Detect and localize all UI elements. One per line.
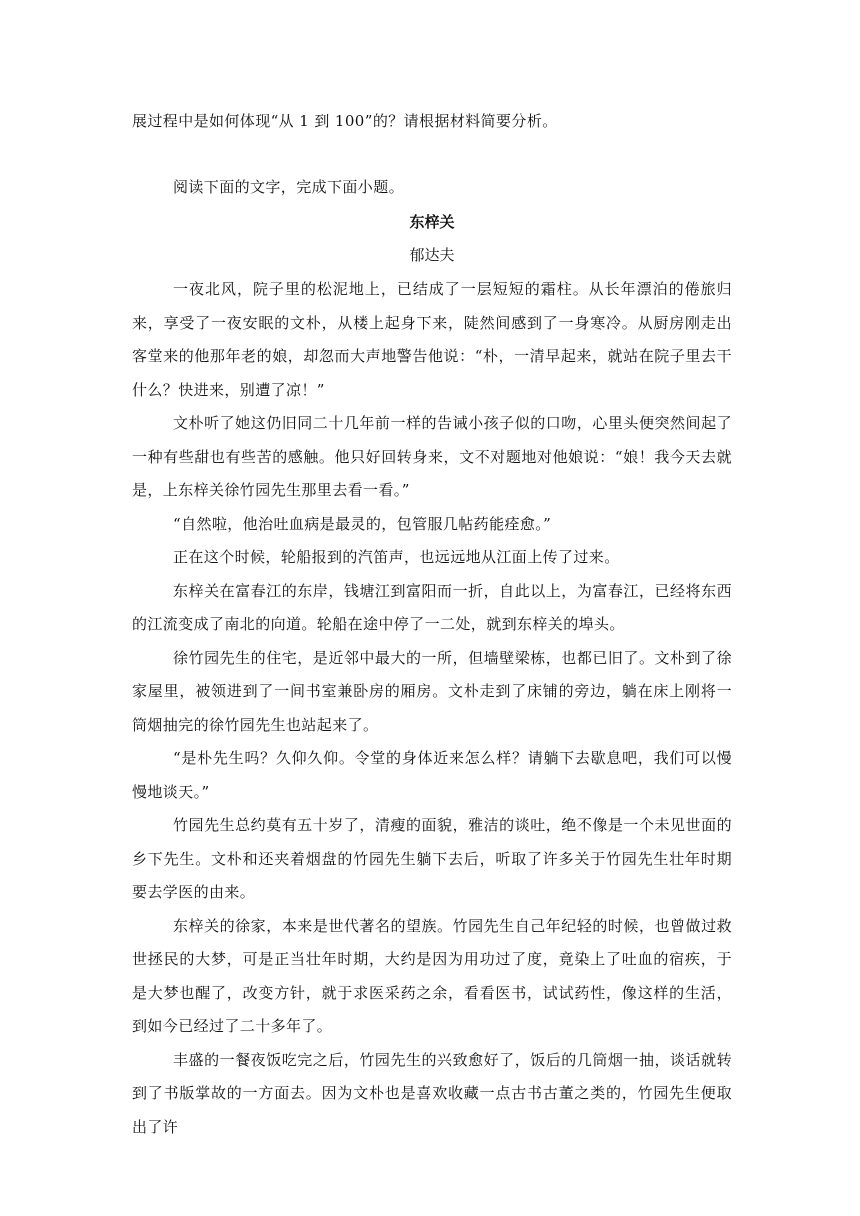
- paragraph: 文朴听了她这仍旧同二十几年前一样的告诫小孩子似的口吻，心里头便突然间起了一种有些甜也有些苦的感触。他只好回转身来，文不对题地对他娘说：“娘！我今天去就是，上东梓关徐竹园先生那里去看一看。”: [132, 414, 732, 499]
- paragraph: 一夜北风，院子里的松泥地上，已结成了一层短短的霜柱。从长年漂泊的倦旅归来，享受了一夜安眠的文朴，从楼上起身下来，陡然间感到了一身寒冷。从厨房刚走出客堂来的他那年老的娘，却忽而大声地警告他说：“朴，一清早起来，就站在院子里去干什么？快进来，别遭了凉！”: [132, 280, 732, 399]
- paragraph: 东梓关在富春江的东岸，钱塘江到富阳而一折，自此以上，为富春江，已经将东西的江流变成了南北的向道。轮船在途中停了一二处，就到东梓关的埠头。: [132, 581, 732, 633]
- paragraph: “自然啦，他治吐血病是最灵的，包管服几帖药能痊愈。”: [173, 514, 552, 533]
- article-body: [132, 273, 732, 1144]
- paragraph: 正在这个时候，轮船报到的汽笛声，也远远地从江面上传了过来。: [173, 548, 620, 566]
- paragraph: 竹园先生总约莫有五十岁了，清瘦的面貌，雅洁的谈吐，绝不像是一个未见世面的乡下先生。文朴和还夹着烟盘的竹园先生躺下去后，听取了许多关于竹园先生壮年时期要去学医的由来。: [132, 816, 732, 901]
- article-title: 东梓关: [409, 213, 455, 231]
- paragraph: 徐竹园先生的住宅，是近邻中最大的一所，但墙壁梁栋，也都已旧了。文朴到了徐家屋里，被领进到了一间书室兼卧房的厢房。文朴走到了床铺的旁边，躺在床上刚将一筒烟抽完的徐竹园先生也站起来了。: [132, 648, 732, 734]
- question-tail-text: 展过程中是如何体现“从 1 到 100”的？请根据材料简要分析。: [132, 112, 558, 130]
- article-author: 郁达夫: [409, 246, 455, 264]
- paragraph: “是朴先生吗？久仰久仰。令堂的身体近来怎么样？请躺下去歇息吧，我们可以慢慢地谈天。”: [132, 749, 732, 801]
- reading-instruction: 阅读下面的文字，完成下面小题。: [173, 178, 405, 196]
- paragraph: 丰盛的一餐夜饭吃完之后，竹园先生的兴致愈好了，饭后的几筒烟一抽，谈话就转到了书版掌故的一方面去。因为文朴也是喜欢收藏一点古书古董之类的，竹园先生便取出了许: [132, 1050, 732, 1136]
- paragraph: 东梓关的徐家，本来是世代著名的望族。竹园先生自己年纪轻的时候，也曾做过救世拯民的大梦，可是正当壮年时期，大约是因为用功过了度，竟染上了吐血的宿疾，于是大梦也醒了，改变方针，就于求医采药之余，看看医书，试试药性，像这样的生活，到如今已经过了二十多年了。: [132, 916, 732, 1035]
